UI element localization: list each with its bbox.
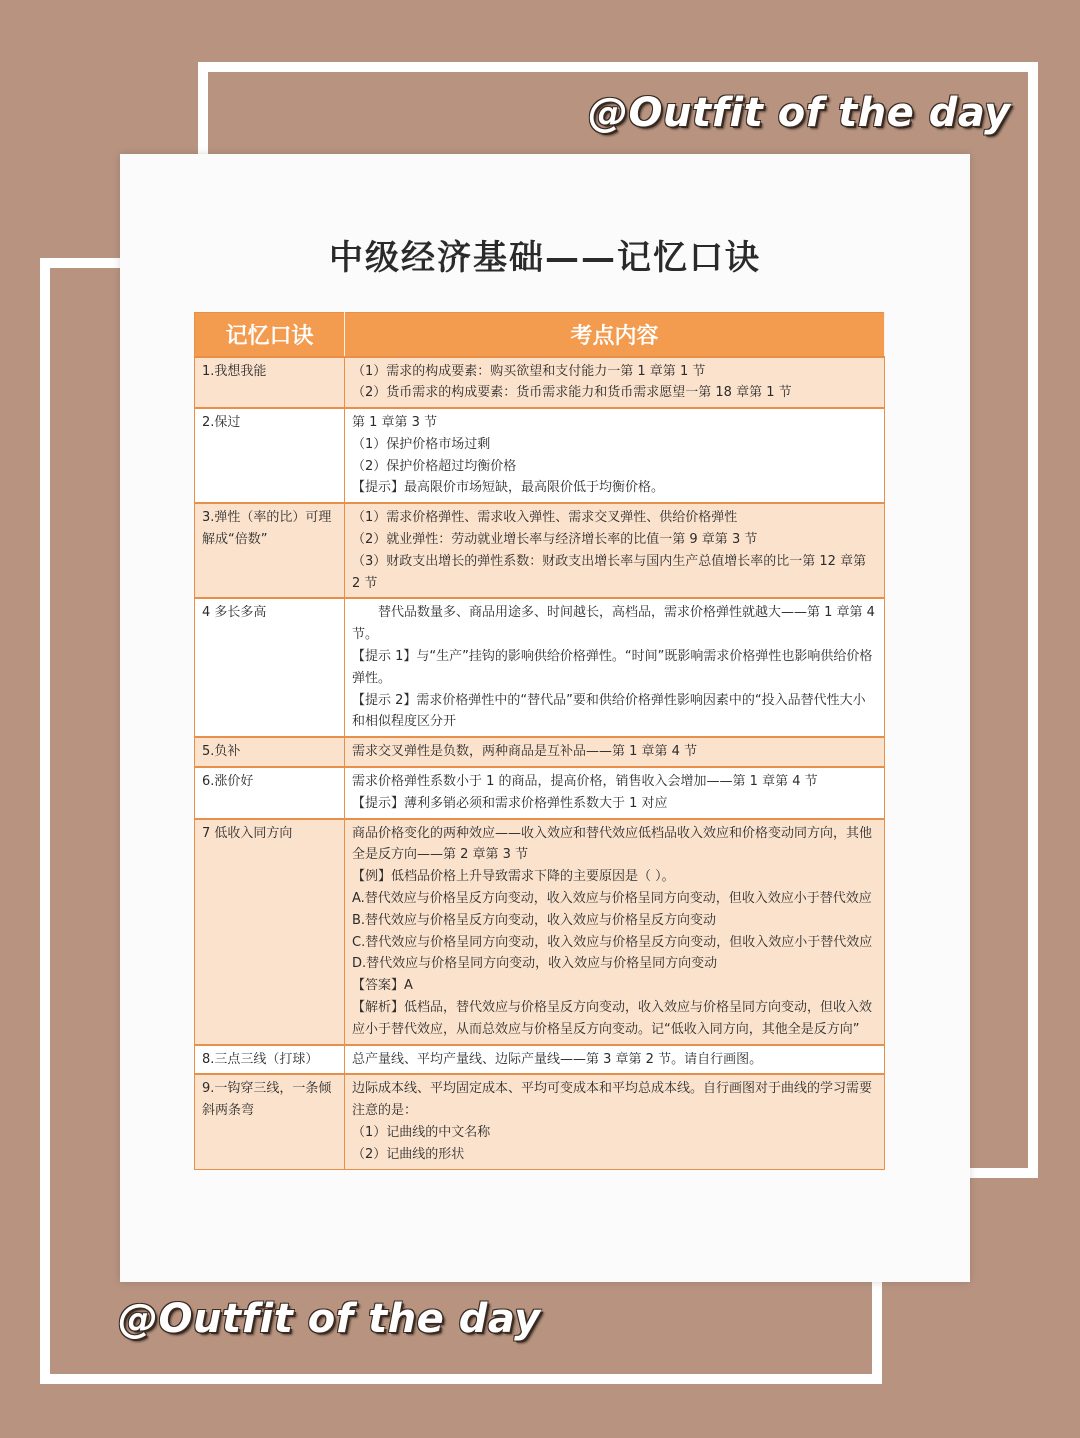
row-key: 8.三点三线（打球） bbox=[195, 1045, 345, 1075]
table-row bbox=[195, 767, 885, 819]
watermark-bottom: @Outfit of the day bbox=[118, 1296, 541, 1342]
row-key: 9.一钩穿三线，一条倾斜两条弯 bbox=[195, 1074, 345, 1169]
row-key: 3.弹性（率的比）可理解成“倍数” bbox=[195, 503, 345, 598]
mnemonic-table bbox=[194, 312, 885, 1170]
table-row bbox=[195, 408, 885, 503]
header-mnemonic: 记忆口诀 bbox=[195, 313, 345, 357]
row-content: （1）需求的构成要素：购买欲望和支付能力一第 1 章第 1 节 （2）货币需求的构成要素：货币需求能力和货币需求愿望一第 18 章第 1 节 bbox=[345, 357, 885, 409]
table-row bbox=[195, 1074, 885, 1169]
table-row bbox=[195, 819, 885, 1045]
row-content: 边际成本线、平均固定成本、平均可变成本和平均总成本线。自行画图对于曲线的学习需要注意的是： （1）记曲线的中文名称 （2）记曲线的形状 bbox=[345, 1074, 885, 1169]
row-key: 7 低收入同方向 bbox=[195, 819, 345, 1045]
row-key: 5.负补 bbox=[195, 737, 345, 767]
page-title: 中级经济基础——记忆口诀 bbox=[329, 238, 761, 278]
row-key: 2.保过 bbox=[195, 408, 345, 503]
table-header-row bbox=[195, 313, 885, 357]
row-content: （1）需求价格弹性、需求收入弹性、需求交叉弹性、供给价格弹性 （2）就业弹性：劳动就业增长率与经济增长率的比值一第 9 章第 3 节 （3）财政支出增长的弹性系数：财政支出增长率与国内生产总值增长率的比一第 12 章第 2 节 bbox=[345, 503, 885, 598]
row-content: 商品价格变化的两种效应——收入效应和替代效应低档品收入效应和价格变动同方向，其他全是反方向——第 2 章第 3 节 【例】低档品价格上升导致需求下降的主要原因是（ ）。 A.替代效应与价格呈反方向变动，收入效应与价格呈同方向变动，但收入效应小于替代效应 B.替代效应与价格呈反方向变动，收入效应与价格呈反方向变动 C.替代效应与价格呈同方向变动，收入效应与价格呈反方向变动，但收入效应小于替代效应 D.替代效应与价格呈同方向变动，收入效应与价格呈同方向变动 【答案】A 【解析】低档品，替代效应与价格呈反方向变动，收入效应与价格呈同方向变动，但收入效应小于替代效应，从而总效应与价格呈反方向变动。记“低收入同方向，其他全是反方向” bbox=[345, 819, 885, 1045]
watermark-top: @Outfit of the day bbox=[588, 90, 1011, 136]
document-page bbox=[120, 154, 970, 1282]
row-content: 第 1 章第 3 节 （1）保护价格市场过剩 （2）保护价格超过均衡价格 【提示】最高限价市场短缺，最高限价低于均衡价格。 bbox=[345, 408, 885, 503]
table-row bbox=[195, 737, 885, 767]
table-row bbox=[195, 1045, 885, 1075]
row-content: 需求价格弹性系数小于 1 的商品，提高价格，销售收入会增加——第 1 章第 4 节 【提示】薄利多销必须和需求价格弹性系数大于 1 对应 bbox=[345, 767, 885, 819]
row-key: 6.涨价好 bbox=[195, 767, 345, 819]
row-content: 替代品数量多、商品用途多、时间越长，高档品，需求价格弹性就越大——第 1 章第 4 节。 【提示 1】与“生产”挂钩的影响供给价格弹性。“时间”既影响需求价格弹性也影响供给价格弹性。 【提示 2】需求价格弹性中的“替代品”要和供给价格弹性影响因素中的“投入品替代性大小和相似程度区分开 bbox=[345, 598, 885, 737]
row-key: 4 多长多高 bbox=[195, 598, 345, 737]
header-content: 考点内容 bbox=[345, 313, 885, 357]
row-key: 1.我想我能 bbox=[195, 357, 345, 409]
table-row bbox=[195, 503, 885, 598]
table-row bbox=[195, 357, 885, 409]
row-content: 需求交叉弹性是负数，两种商品是互补品——第 1 章第 4 节 bbox=[345, 737, 885, 767]
row-content: 总产量线、平均产量线、边际产量线——第 3 章第 2 节。请自行画图。 bbox=[345, 1045, 885, 1075]
table-row bbox=[195, 598, 885, 737]
